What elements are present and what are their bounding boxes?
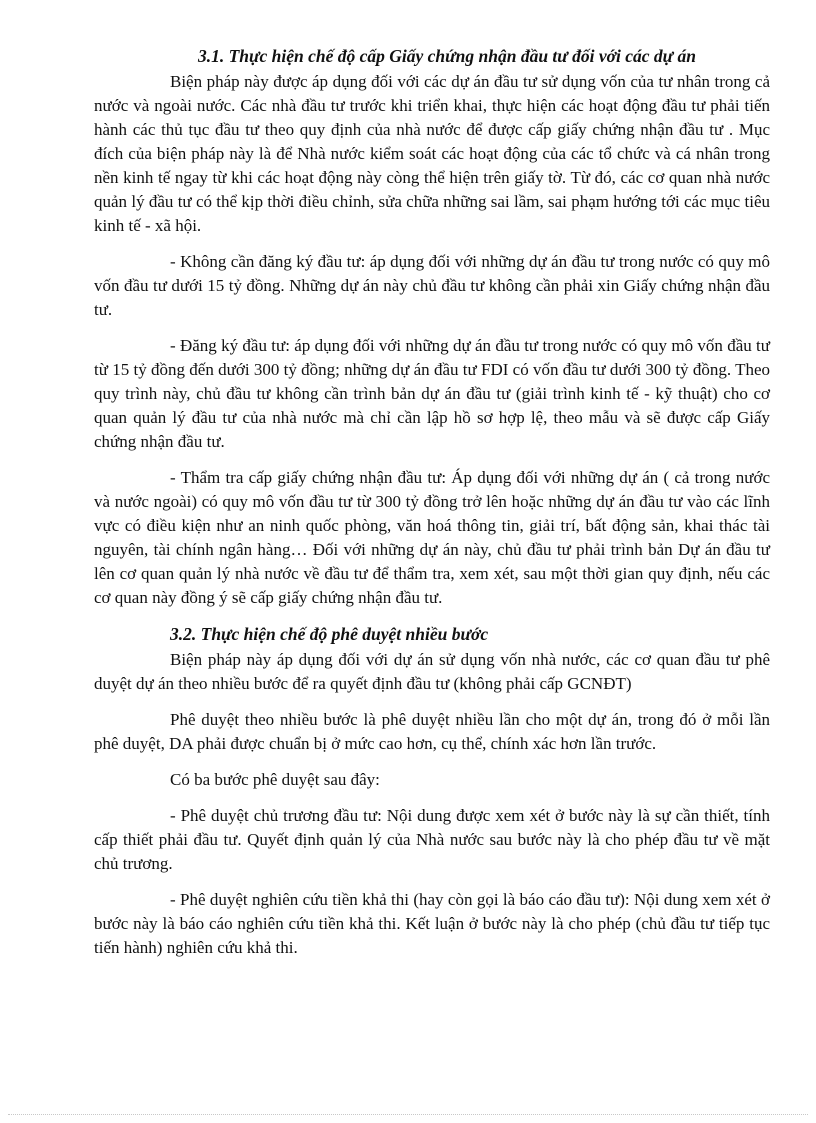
section-heading-3-2: 3.2. Thực hiện chế độ phê duyệt nhiều bước [170, 624, 489, 644]
document-page [94, 44, 770, 972]
page-bottom-divider [8, 1114, 808, 1115]
paragraph-3-1-registration: - Đăng ký đầu tư: áp dụng đối với những dự án đầu tư trong nước có quy mô vốn đầu tư từ 15 tỷ đồng đến dưới 300 tỷ đồng; những dự án đầu tư FDI có vốn đầu tư dưới 300 tỷ đồng. Theo quy trình này, chủ đầu tư không cần trình bản dự án đầu tư (giải trình kinh tế - kỹ thuật) cho cơ quan quản lý đầu tư của nhà nước mà chỉ cần lập hồ sơ hợp lệ, theo mẫu và sẽ được cấp Giấy chứng nhận đầu tư. [94, 336, 770, 451]
paragraph-3-1-no-registration: - Không cần đăng ký đầu tư: áp dụng đối với những dự án đầu tư trong nước có quy mô vốn đầu tư dưới 15 tỷ đồng. Những dự án này chủ đầu tư không cần phải xin Giấy chứng nhận đầu tư. [94, 252, 770, 319]
paragraph-3-2-steps-intro: Có ba bước phê duyệt sau đây: [170, 770, 380, 789]
paragraph-3-2-intro: Biện pháp này áp dụng đối với dự án sử dụng vốn nhà nước, các cơ quan đầu tư phê duyệt dự án theo nhiều bước để ra quyết định đầu tư (không phải cấp GCNĐT) [94, 650, 770, 693]
paragraph-3-1-appraisal: - Thẩm tra cấp giấy chứng nhận đầu tư: Áp dụng đối với những dự án ( cả trong nước và nước ngoài) có quy mô vốn đầu tư từ 300 tỷ đồng trở lên hoặc những dự án đầu tư vào các lĩnh vực có điều kiện như an ninh quốc phòng, văn hoá thông tin, giải trí, bất động sản, khai thác tài nguyên, tài chính ngân hàng… Đối với những dự án này, chủ đầu tư phải trình bản Dự án đầu tư lên cơ quan quản lý nhà nước về đầu tư để thẩm tra, xem xét, sau một thời gian quy định, nếu các cơ quan này đồng ý sẽ cấp giấy chứng nhận đầu tư. [94, 468, 770, 607]
paragraph-3-2-step-policy: - Phê duyệt chủ trương đầu tư: Nội dung được xem xét ở bước này là sự cần thiết, tính cấp thiết phải đầu tư. Quyết định quản lý của Nhà nước sau bước này là cho phép đầu tư về mặt chủ trương. [94, 806, 770, 873]
paragraph-3-2-definition: Phê duyệt theo nhiều bước là phê duyệt nhiều lần cho một dự án, trong đó ở mỗi lần phê duyệt, DA phải được chuẩn bị ở mức cao hơn, cụ thể, chính xác hơn lần trước. [94, 710, 770, 753]
paragraph-3-1-intro: Biện pháp này được áp dụng đối với các dự án đầu tư sử dụng vốn của tư nhân trong cả nước và ngoài nước. Các nhà đầu tư trước khi triển khai, thực hiện các hoạt động đầu tư phải tiến hành các thủ tục đầu tư theo quy định của nhà nước để được cấp giấy chứng nhận đầu tư . Mục đích của biện pháp này là để Nhà nước kiểm soát các hoạt động của các tổ chức và cá nhân trong nền kinh tế ngay từ khi các hoạt động này còng thể hiện trên giấy tờ. Từ đó, các cơ quan nhà nước quản lý đầu tư có thể kịp thời điều chỉnh, sửa chữa những sai lầm, sai phạm hướng tới các mục tiêu kinh tế - xã hội. [94, 72, 770, 235]
section-heading-3-1: 3.1. Thực hiện chế độ cấp Giấy chứng nhận đầu tư đối với các dự án [197, 46, 697, 66]
paragraph-3-2-step-prefeasibility: - Phê duyệt nghiên cứu tiền khả thi (hay còn gọi là báo cáo đầu tư): Nội dung xem xét ở bước này là báo cáo nghiên cứu tiền khả thi. Kết luận ở bước này là cho phép (chủ đầu tư tiếp tục tiến hành) nghiên cứu khả thi. [94, 890, 770, 957]
